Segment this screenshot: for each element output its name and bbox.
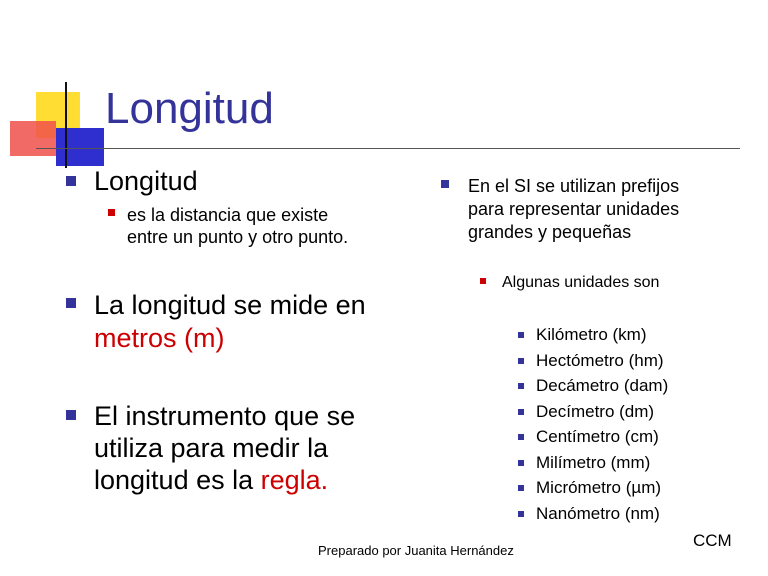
- unit-item: Nanómetro (nm): [536, 503, 660, 523]
- unit-bullet-icon: [518, 511, 524, 517]
- unit-bullet-icon: [518, 383, 524, 389]
- unit-item: Milímetro (mm): [536, 452, 651, 472]
- sub-bullet-square-icon: [480, 278, 486, 284]
- deco-blue-square: [56, 128, 104, 166]
- left-item-1-sub-line-2: entre un punto y otro punto.: [127, 227, 349, 247]
- left-item-3-line-3: [94, 465, 328, 496]
- unit-bullet-icon: [518, 358, 524, 364]
- left-item-3-line-1: El instrumento que se: [94, 401, 356, 431]
- unit-bullet-icon: [518, 332, 524, 338]
- slide-title: Longitud: [105, 84, 274, 133]
- unit-item: Centímetro (cm): [536, 427, 659, 446]
- bullet-square-icon: [66, 410, 76, 420]
- unit-bullet-icon: [518, 434, 524, 440]
- unit-item: Decámetro (dam): [536, 376, 669, 395]
- right-sub-heading: Algunas unidades son: [502, 274, 660, 291]
- unit-item: Hectómetro (hm): [536, 350, 664, 370]
- bullet-square-icon: [441, 180, 449, 188]
- bullet-square-icon: [66, 298, 76, 308]
- sub-bullet-square-icon: [108, 209, 115, 216]
- unit-item: Kilómetro (km): [536, 325, 647, 344]
- right-intro-line-1: En el SI se utilizan prefijos: [468, 176, 680, 196]
- unit-item: Micrómetro (µm): [536, 478, 662, 497]
- left-item-3-highlight: regla.: [260, 465, 329, 495]
- left-item-3-prefix: longitud es la: [94, 465, 261, 495]
- corner-label: CCM: [693, 531, 732, 550]
- deco-vertical-line: [65, 82, 67, 168]
- unit-item: Decímetro (dm): [536, 401, 655, 421]
- right-intro-line-3: grandes y pequeñas: [468, 222, 632, 242]
- left-item-2-line-1: La longitud se mide en: [94, 290, 366, 320]
- left-item-3-line-2: utiliza para medir la: [94, 433, 329, 463]
- unit-bullet-icon: [518, 460, 524, 466]
- title-divider: [36, 148, 740, 149]
- left-item-1: Longitud: [94, 166, 198, 196]
- unit-bullet-icon: [518, 409, 524, 415]
- footer-author: Preparado por Juanita Hernández: [318, 543, 514, 558]
- unit-bullet-icon: [518, 485, 524, 491]
- deco-red-square: [10, 121, 56, 156]
- left-item-2-highlight: metros (m): [94, 323, 225, 353]
- right-intro-line-2: para representar unidades: [468, 199, 680, 219]
- bullet-square-icon: [66, 176, 76, 186]
- left-item-1-sub-line-1: es la distancia que existe: [127, 205, 329, 225]
